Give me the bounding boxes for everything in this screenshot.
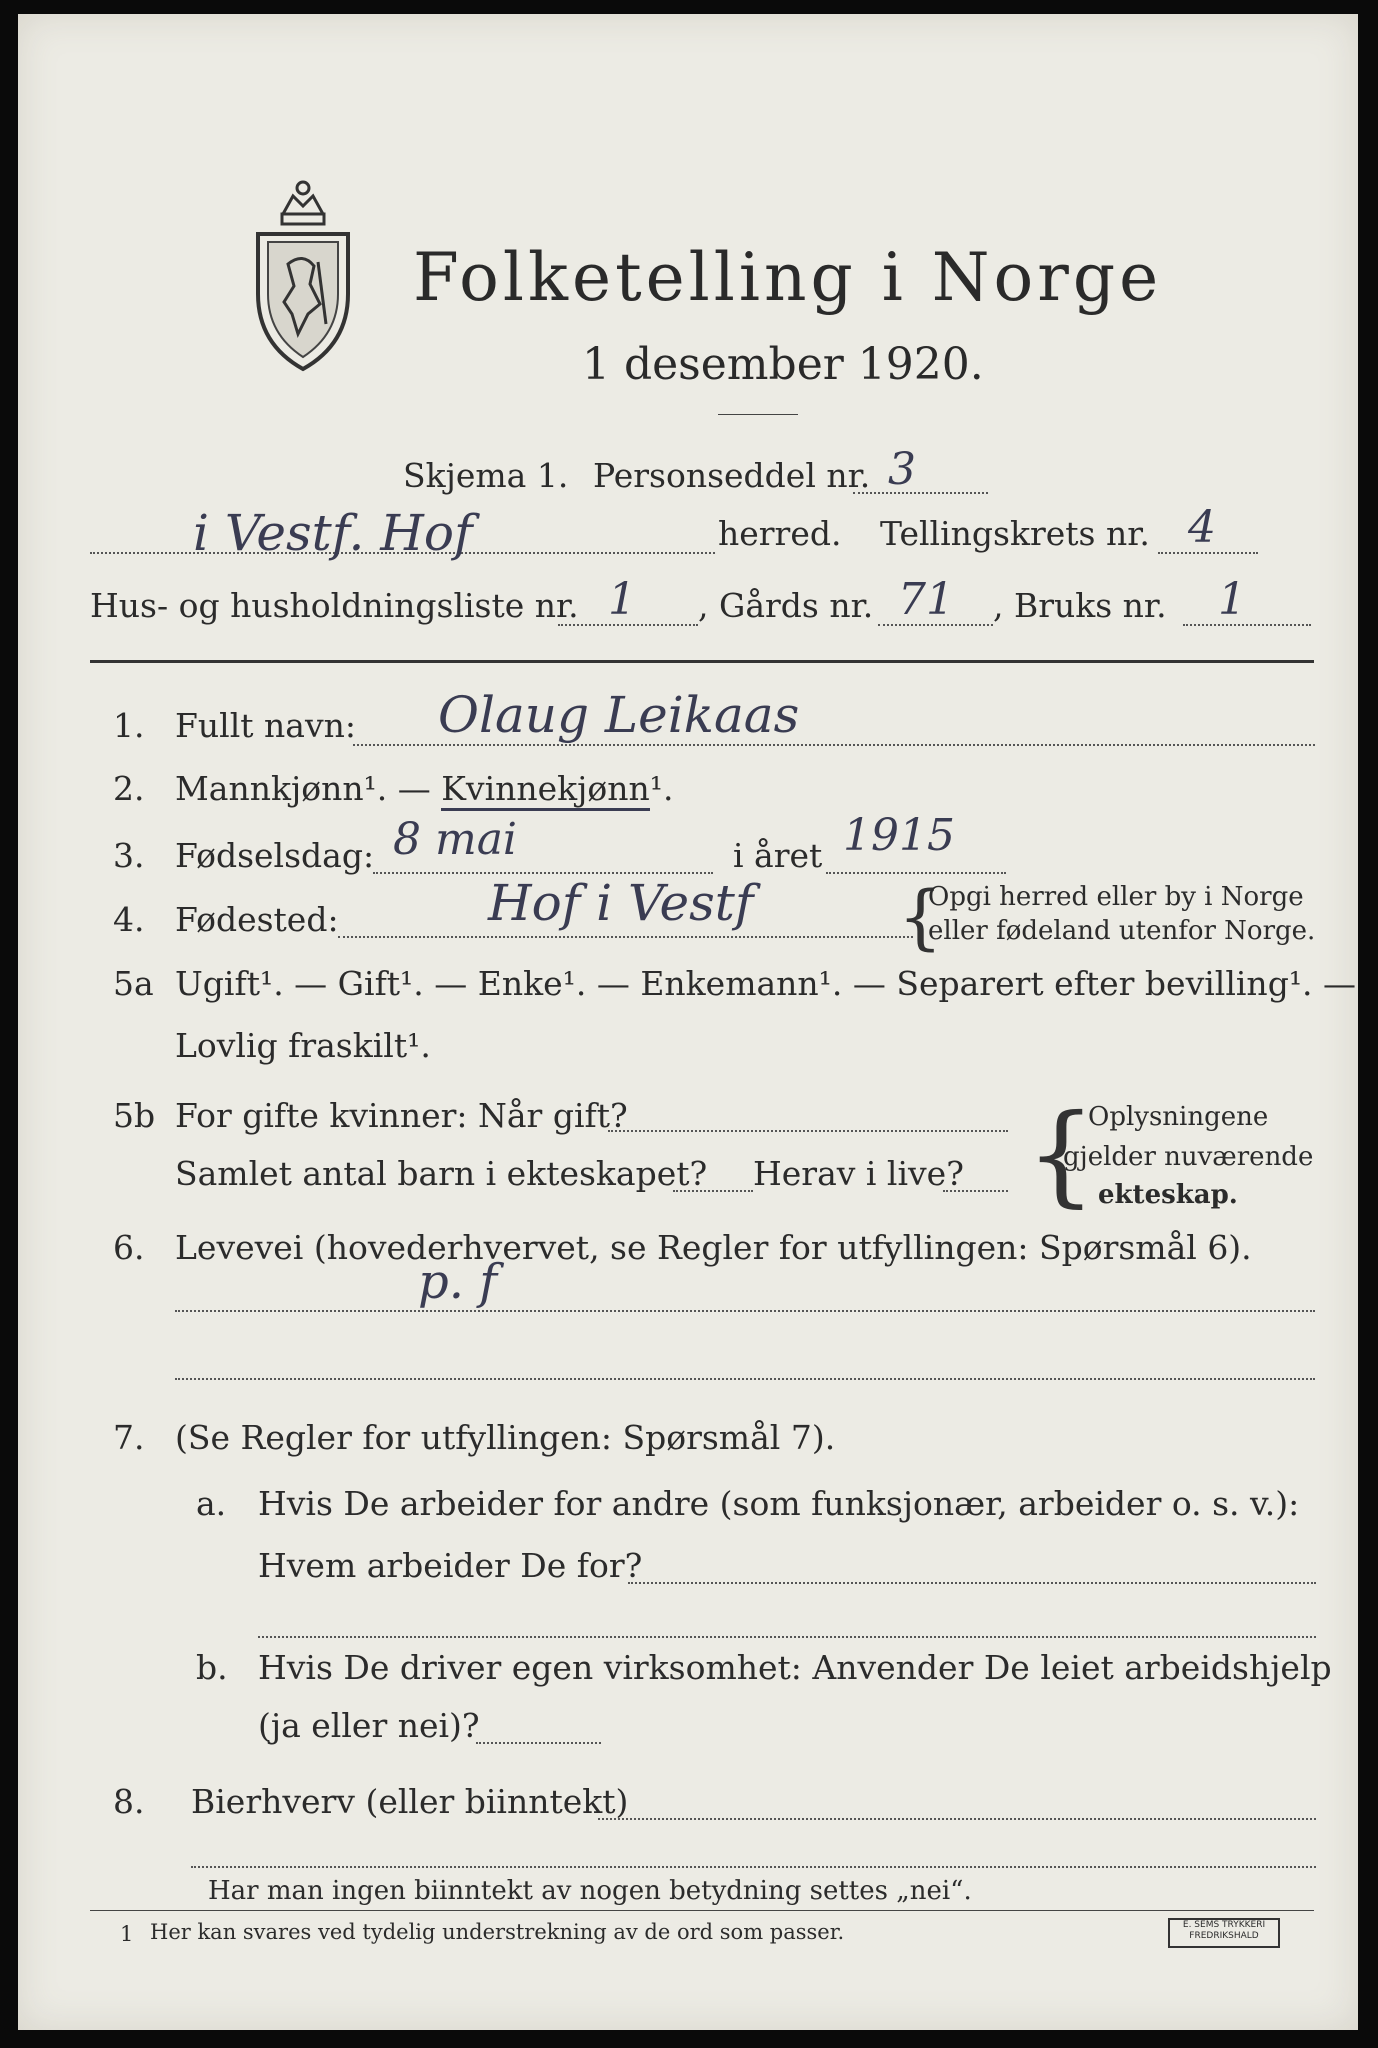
footer-note: Har man ingen biinntekt av nogen betydning settes „nei“.: [208, 1876, 972, 1906]
q3-birth-date: 8 mai: [393, 814, 518, 865]
q7b-dots: [476, 1742, 601, 1744]
title-divider: [718, 414, 798, 415]
q5b-note-line3: ekteskap.: [1098, 1180, 1238, 1210]
q5b-number: 5b: [113, 1096, 156, 1135]
q2-male-option: Mannkjønn¹. —: [175, 769, 442, 808]
census-form-sheet: [18, 14, 1358, 2030]
q7a-dots-2: [258, 1636, 1316, 1638]
q7a-line2: Hvem arbeider De for?: [258, 1546, 643, 1585]
liste-label: Hus- og husholdningsliste nr.: [90, 586, 579, 625]
q4-number: 4.: [113, 900, 145, 939]
norway-coat-of-arms-icon: [248, 174, 358, 374]
q5a-number: 5a: [113, 964, 154, 1003]
footnote-text: Her kan svares ved tydelig understrekning av de ord som passer.: [150, 1920, 845, 1944]
q5b-married-dots: [608, 1130, 1008, 1132]
q8-number: 8.: [113, 1782, 145, 1821]
q2-suffix: ¹.: [649, 769, 674, 808]
q2-female-option: Kvinnekjønn: [441, 769, 650, 811]
q5b-note-line2: gjelder nuværende: [1063, 1142, 1314, 1172]
bruks-label: , Bruks nr.: [993, 586, 1167, 625]
q4-label: Fødested:: [175, 900, 339, 939]
q1-dots: [353, 744, 1315, 746]
personseddel-dots: [853, 492, 988, 494]
q4-note-line1: Opgi herred eller by i Norge: [928, 882, 1304, 912]
q5b-married-when: For gifte kvinner: Når gift?: [175, 1096, 628, 1135]
gards-label: , Gårds nr.: [698, 586, 874, 625]
personseddel-value: 3: [888, 444, 916, 495]
footer-rule: [90, 1910, 1314, 1911]
q5a-options-line2: Lovlig fraskilt¹.: [175, 1026, 431, 1065]
q5b-children-label: Samlet antal barn i ekteskapet?: [175, 1154, 708, 1193]
q4-brace: {: [898, 876, 943, 958]
q7a-dots-1: [628, 1582, 1316, 1584]
q6-dots-1: [175, 1310, 1315, 1312]
footnote-mark: 1: [120, 1922, 134, 1946]
q5b-children-dots: [673, 1190, 753, 1192]
printer-stamp: E. SEMS TRYKKERI FREDRIKSHALD: [1168, 1918, 1280, 1948]
q6-occupation: p. f: [418, 1254, 498, 1310]
tellingskrets-label: Tellingskrets nr.: [880, 514, 1150, 553]
herred-value: i Vestf. Hof: [193, 504, 473, 562]
form-title: Folketelling i Norge: [413, 239, 1163, 316]
herred-label: herred.: [718, 514, 842, 553]
q8-dots-2: [191, 1866, 1316, 1868]
q7a-line1: Hvis De arbeider for andre (som funksjonær, arbeider o. s. v.):: [258, 1484, 1300, 1523]
q4-note-line2: eller fødeland utenfor Norge.: [928, 916, 1316, 946]
personseddel-label: Personseddel nr.: [593, 456, 871, 495]
q6-label: Levevei (hovederhvervet, se Regler for utfyllingen: Spørsmål 6).: [175, 1228, 1252, 1267]
form-subtitle: 1 desember 1920.: [582, 339, 984, 390]
q6-number: 6.: [113, 1228, 145, 1267]
q5b-alive-label: Herav i live?: [753, 1154, 964, 1193]
q4-dots: [338, 936, 913, 938]
q3-number: 3.: [113, 836, 145, 875]
q7-number: 7.: [113, 1418, 145, 1457]
q7b-line2: (ja eller nei)?: [258, 1706, 480, 1745]
schema-label: Skjema 1.: [403, 456, 569, 495]
liste-value: 1: [608, 574, 636, 625]
q3-year-dots: [826, 872, 1006, 874]
bruks-value: 1: [1218, 574, 1246, 625]
q5a-options-line1: Ugift¹. — Gift¹. — Enke¹. — Enkemann¹. — Separert efter bevilling¹. —: [175, 964, 1357, 1003]
q7b-letter: b.: [196, 1648, 228, 1687]
q4-birthplace: Hof i Vestf: [488, 874, 754, 932]
q6-dots-2: [175, 1378, 1315, 1380]
q7b-line1: Hvis De driver egen virksomhet: Anvender De leiet arbeidshjelp: [258, 1648, 1332, 1687]
q8-label: Bierhverv (eller biinntekt): [191, 1782, 629, 1821]
q3-label: Fødselsdag:: [175, 836, 375, 875]
bruks-dots: [1183, 624, 1311, 626]
tellingskrets-value: 4: [1188, 502, 1216, 553]
q3-birth-year: 1915: [843, 810, 955, 861]
q5b-note-line1: Oplysningene: [1088, 1102, 1269, 1132]
gards-value: 71: [898, 574, 954, 625]
q2-number: 2.: [113, 769, 145, 808]
q8-dots-1: [598, 1818, 1316, 1820]
q1-full-name: Olaug Leikaas: [438, 686, 800, 744]
q5b-alive-dots: [943, 1190, 1008, 1192]
q2-options: [175, 769, 674, 808]
q1-label: Fullt navn:: [175, 706, 356, 745]
header-rule: [90, 660, 1314, 663]
q1-number: 1.: [113, 706, 145, 745]
q7-label: (Se Regler for utfyllingen: Spørsmål 7).: [175, 1418, 836, 1457]
q3-year-label: i året: [733, 836, 823, 875]
q7a-letter: a.: [196, 1484, 227, 1523]
q5b-brace: {: [1026, 1090, 1096, 1218]
